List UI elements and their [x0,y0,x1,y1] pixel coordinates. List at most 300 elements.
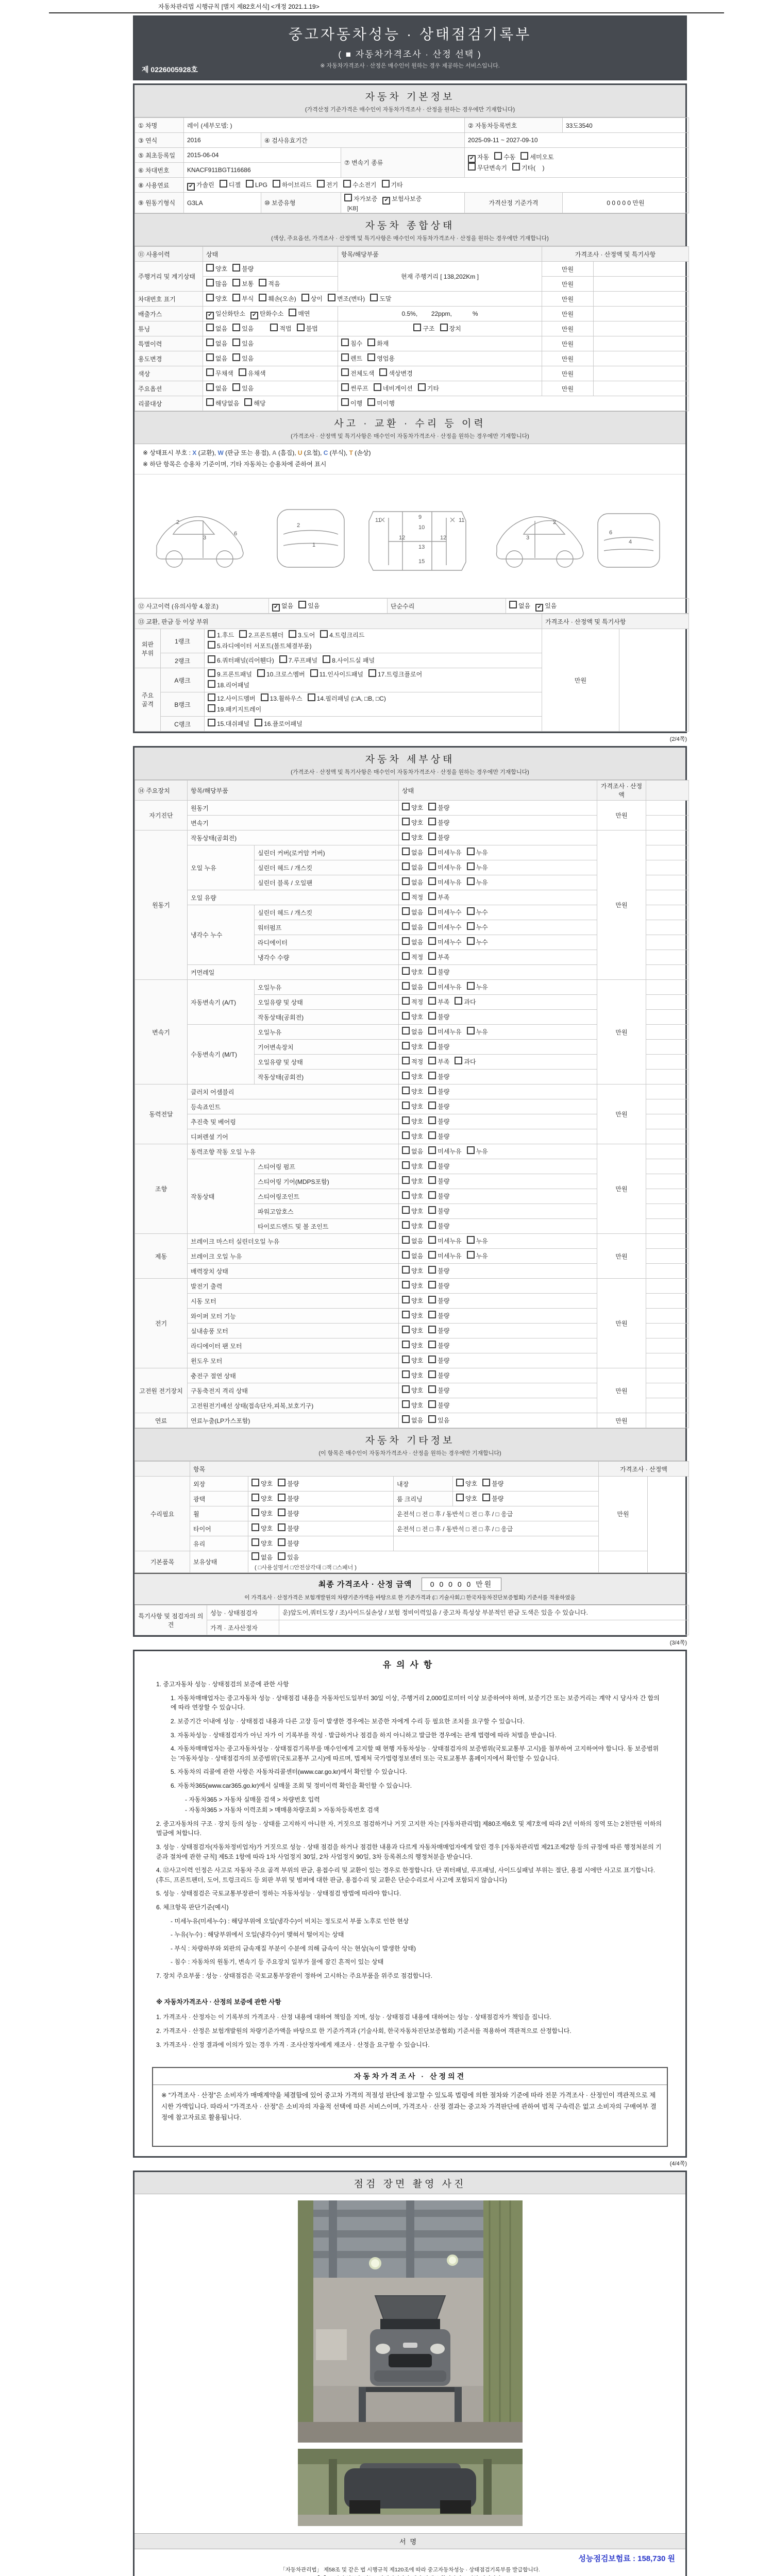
checkbox[interactable] [402,1311,410,1318]
checkbox[interactable] [428,1400,436,1408]
option-label: 6.쿼터패널(리어휀다) [217,656,274,664]
checkbox[interactable] [289,630,296,638]
option-label: 적정 [411,953,424,961]
checkbox[interactable] [402,1146,410,1154]
checkbox[interactable] [278,1509,285,1516]
field-label: 리콜대상 [135,396,203,411]
field-label: 차대번호 표기 [135,292,203,307]
checkbox[interactable] [402,1116,410,1124]
checkbox[interactable] [402,1027,410,1035]
checkbox[interactable] [402,922,410,930]
checkbox-checked[interactable]: ✔ [250,312,258,319]
option-cell [399,831,597,845]
checkbox[interactable] [467,877,475,885]
option [341,383,368,394]
checkbox[interactable] [482,1494,490,1501]
checkbox[interactable] [428,848,436,855]
section-detail-state [133,746,687,1637]
option-label: 많음 [215,280,228,287]
checkbox[interactable] [232,338,240,346]
checkbox[interactable] [413,324,421,331]
checkbox[interactable] [402,1251,410,1259]
checkbox[interactable] [255,719,262,726]
checkbox[interactable] [341,353,349,361]
checkbox[interactable] [467,1251,475,1259]
checkbox[interactable] [402,1161,410,1169]
option-label: 불량 [438,1267,450,1275]
option-group [402,1296,594,1307]
price-cell: 만원 [597,1234,646,1279]
checkbox[interactable] [208,641,215,649]
value-cell: 라디에이터 팬 모터 [188,1338,399,1353]
price-cell: 만원 [542,277,594,292]
checkbox[interactable] [259,294,266,301]
checkbox[interactable] [232,353,240,361]
checkbox[interactable] [402,1415,410,1423]
checkbox[interactable] [344,194,352,201]
field-label: 원동기 [135,831,188,980]
option [273,180,312,191]
checkbox[interactable] [428,862,436,870]
option-label: 없음 [411,1237,424,1245]
checkbox[interactable] [278,1479,285,1486]
checkbox[interactable] [402,1341,410,1348]
checkbox[interactable] [220,180,227,188]
checkbox[interactable] [402,1385,410,1393]
option [428,1072,449,1082]
checkbox[interactable] [251,1494,259,1501]
checkbox[interactable] [402,1072,410,1079]
option-group [206,353,334,364]
checkbox[interactable] [402,1326,410,1333]
checkbox[interactable] [279,655,287,663]
checkbox[interactable] [206,383,214,391]
checkbox[interactable] [402,1296,410,1303]
checkbox[interactable] [206,338,214,346]
checkbox[interactable] [379,368,387,376]
legend-part: (교환), [196,449,218,457]
option-group [208,669,539,680]
checkbox[interactable] [428,1385,436,1393]
option [239,630,283,641]
checkbox[interactable] [467,862,475,870]
checkbox[interactable] [402,1057,410,1064]
checkbox[interactable] [428,1311,436,1318]
checkbox[interactable] [418,383,426,391]
checkbox[interactable] [467,937,475,945]
option-label: 불량 [438,1192,450,1200]
checkbox[interactable] [402,833,410,840]
checkbox[interactable] [428,1027,436,1035]
checkbox-checked[interactable]: ✔ [535,604,543,612]
checkbox[interactable] [261,693,268,701]
checkbox[interactable] [402,1355,410,1363]
checkbox[interactable] [239,368,246,376]
detail-state-heading [135,748,685,780]
checkbox-checked[interactable]: ✔ [272,604,280,612]
checkbox[interactable] [428,1236,436,1244]
checkbox[interactable] [428,1221,436,1229]
option-label: 적정 [411,998,424,1006]
option-label: 불량 [438,1357,450,1364]
value-cell: 배력장치 상태 [188,1264,399,1279]
checkbox[interactable] [317,180,325,188]
checkbox[interactable] [208,704,215,712]
option-group [344,194,461,205]
checkbox[interactable] [402,1012,410,1020]
checkbox[interactable] [428,1057,436,1064]
option-label: 미세누유 [438,1237,462,1245]
checkbox[interactable] [428,877,436,885]
option [467,848,488,858]
checkbox[interactable] [482,1479,490,1486]
checkbox[interactable] [402,1206,410,1214]
checkbox[interactable] [206,353,214,361]
option-label: 미세누유 [438,983,462,991]
checkbox[interactable] [428,1161,436,1169]
checkbox[interactable] [428,892,436,900]
checkbox[interactable] [402,1191,410,1199]
option [467,1236,488,1247]
option [428,982,461,993]
checkbox[interactable] [208,719,215,726]
checkbox[interactable] [428,982,436,990]
checkbox[interactable] [455,1057,462,1064]
checkbox[interactable] [341,338,349,346]
document-title: 중고자동차성능 · 상태점검기록부 [288,26,532,42]
option-group [402,1027,594,1038]
checkbox[interactable] [270,324,278,331]
checkbox[interactable] [341,383,349,391]
checkbox[interactable] [251,1552,259,1560]
checkbox[interactable] [428,1281,436,1289]
checkbox[interactable] [402,1101,410,1109]
checkbox[interactable] [301,294,309,301]
option-label: 세미오토 [530,153,554,161]
checkbox[interactable] [402,848,410,855]
checkbox[interactable] [428,818,436,825]
value-cell [594,321,689,336]
option [289,309,310,319]
checkbox[interactable] [208,693,215,701]
checkbox[interactable] [402,1087,410,1094]
checkbox[interactable] [467,1027,475,1035]
price-opinion-title: 자동차가격조사 · 산정의견 [153,2068,667,2085]
checkbox[interactable] [402,1400,410,1408]
checkbox[interactable] [402,862,410,870]
checkbox-checked[interactable]: ✔ [206,312,214,319]
checkbox[interactable] [428,907,436,915]
checkbox[interactable] [402,877,410,885]
checkbox[interactable] [402,803,410,810]
checkbox[interactable] [232,294,240,301]
legend-part: ※ 상태표시 부호 : [143,449,193,457]
checkbox[interactable] [402,1266,410,1274]
option-label: 양호 [215,295,228,302]
checkbox[interactable] [370,294,378,301]
checkbox[interactable] [428,1326,436,1333]
checkbox[interactable] [402,1236,410,1244]
option-label: 누유 [476,1237,488,1245]
checkbox[interactable] [206,294,214,301]
checkbox[interactable] [402,967,410,975]
option-label: 가솔린 [196,181,214,189]
checkbox[interactable] [402,1370,410,1378]
checkbox[interactable] [239,630,247,638]
checkbox[interactable] [402,1281,410,1289]
checkbox[interactable] [428,1296,436,1303]
checkbox[interactable] [320,630,328,638]
checkbox[interactable] [206,264,214,272]
field-label: ② 자동차등록번호 [465,118,563,133]
checkbox[interactable] [246,180,254,188]
accident-history-heading [135,411,685,444]
checkbox[interactable] [512,163,520,171]
checkbox[interactable] [428,1251,436,1259]
checkbox[interactable] [251,1509,259,1516]
value-cell [646,1189,689,1204]
checkbox[interactable] [456,1479,464,1486]
option-group [402,818,594,828]
checkbox[interactable] [428,1206,436,1214]
checkbox[interactable] [428,997,436,1005]
checkbox[interactable] [455,997,462,1005]
option [270,324,291,334]
checkbox[interactable] [341,398,349,406]
option [428,1042,449,1053]
price-cell: 만원 [542,321,594,336]
footer-line-1: 「자동차관리법」 제58조 및 같은 법 시행규칙 제120조에 따라 중고자동차성능 · 상태점검기록부를 발급합니다. [280,2567,540,2573]
value-cell [646,1294,689,1309]
checkbox[interactable] [367,338,375,346]
checkbox[interactable] [368,669,376,677]
checkbox[interactable] [467,907,475,915]
value-cell: 운전석 □ 전 □ 후 / 동반석 □ 전 □ 후 / □ 응급 [394,1506,599,1521]
checkbox[interactable] [232,324,240,331]
checkbox[interactable] [232,264,240,272]
notice-item: - 누유(누수) : 해당부위에서 오일(냉각수)이 맺혀서 떨어지는 상태 [171,1931,344,1939]
option-group [402,1042,594,1053]
checkbox[interactable] [402,997,410,1005]
checkbox[interactable] [428,1370,436,1378]
checkbox[interactable] [428,1101,436,1109]
checkbox[interactable] [297,324,305,331]
option [251,1523,273,1534]
checkbox[interactable] [428,1355,436,1363]
checkbox[interactable] [520,152,528,160]
option-group [251,1552,595,1563]
checkbox[interactable] [428,1116,436,1124]
checkbox[interactable] [467,848,475,855]
checkbox[interactable] [310,669,318,677]
option [428,1355,449,1366]
checkbox-checked[interactable]: ✔ [187,183,195,191]
checkbox[interactable] [428,1176,436,1184]
option-label: 수소전기 [352,181,377,189]
checkbox[interactable] [278,1538,285,1546]
option [413,324,434,334]
checkbox[interactable] [343,180,351,188]
checkbox-checked[interactable]: ✔ [468,155,476,163]
checkbox-checked[interactable]: ✔ [382,197,390,205]
checkbox[interactable] [402,818,410,825]
checkbox[interactable] [289,309,296,316]
premium-label: 성능점검보험료 : [578,2554,635,2564]
checkbox[interactable] [456,1494,464,1501]
checkbox[interactable] [468,163,476,171]
checkbox[interactable] [428,1191,436,1199]
checkbox[interactable] [428,1042,436,1049]
checkbox[interactable] [257,669,265,677]
checkbox[interactable] [402,892,410,900]
checkbox[interactable] [367,353,375,361]
checkbox[interactable] [206,398,214,406]
option-label: 렌트 [350,354,363,362]
option-group [402,1415,594,1426]
option-label: 불량 [438,1177,450,1185]
checkbox[interactable] [402,1221,410,1229]
value-cell: 오일누유 [255,1025,399,1040]
checkbox[interactable] [367,398,375,406]
value-cell [646,1309,689,1324]
checkbox[interactable] [251,1523,259,1531]
checkbox[interactable] [509,601,517,608]
checkbox[interactable] [328,294,335,301]
checkbox[interactable] [428,1072,436,1079]
price-cell: 만원 [542,292,594,307]
option [232,338,254,349]
checkbox[interactable] [341,368,349,376]
checkbox[interactable] [244,398,252,406]
checkbox[interactable] [428,967,436,975]
checkbox[interactable] [428,1415,436,1423]
value-cell [594,336,689,351]
option-label: 기타 [427,384,439,392]
checkbox[interactable] [428,937,436,945]
checkbox[interactable] [428,1146,436,1154]
option-label: 4.트렁크리드 [329,632,365,639]
checkbox[interactable] [278,1523,285,1531]
checkbox[interactable] [402,1042,410,1049]
checkbox[interactable] [208,630,215,638]
option [455,1057,476,1067]
checkbox[interactable] [208,655,215,663]
checkbox[interactable] [428,1266,436,1274]
checkbox[interactable] [208,680,215,688]
checkbox[interactable] [402,1176,410,1184]
option-label: 도말 [379,295,392,302]
option-label: 13.휠하우스 [270,695,303,703]
option-cell [184,178,689,193]
field-label: ④ 검사유효기간 [261,133,465,148]
option-label: 12.사이드멤버 [217,695,256,703]
checkbox[interactable] [402,907,410,915]
checkbox[interactable] [428,833,436,840]
option [428,1161,449,1172]
notice-item: 2. 중고자동차의 구조 · 장치 등의 성능 · 상태를 고지하지 아니한 자, 거짓으로 점검하거나 거짓 고지한 자는 [자동차관리법] 제80조제6호 및 제7호에 따라 2년 이하의 징역 또는 2천만원 이하의 벌금에 처합니다. [156,1820,662,1837]
checkbox[interactable] [467,1146,475,1154]
option-cell [399,1174,597,1189]
checkbox[interactable] [278,1552,285,1560]
checkbox[interactable] [251,1479,259,1486]
checkbox[interactable] [402,982,410,990]
option-cell [399,1204,597,1219]
overall-state-subtitle: (색상, 주요옵션, 가격조사 · 산정액 및 특기사항은 매수인이 자동차가격조사 · 산정을 원하는 경우에만 기재합니다) [271,235,549,242]
checkbox[interactable] [402,952,410,960]
value-cell: 구동축전지 격리 상태 [188,1383,399,1398]
checkbox[interactable] [494,152,502,160]
checkbox[interactable] [382,180,390,188]
checkbox[interactable] [208,669,215,677]
checkbox[interactable] [206,324,214,331]
checkbox[interactable] [402,1131,410,1139]
checkbox[interactable] [323,655,330,663]
option [379,368,412,379]
option [402,1042,423,1053]
checkbox[interactable] [428,1341,436,1348]
option-label: 불량 [438,1386,450,1394]
option [320,630,364,641]
diagram-part-number: 2 [296,522,300,529]
checkbox[interactable] [428,803,436,810]
diagram-part-number: 11 [375,517,381,524]
value-cell: 수동변속기 (M/T) [188,1025,255,1084]
legend-part: U [297,449,303,457]
checkbox[interactable] [467,1236,475,1244]
value-cell [646,1025,689,1040]
checkbox[interactable] [467,922,475,930]
checkbox[interactable] [273,180,280,188]
checkbox[interactable] [251,1538,259,1546]
option [251,1538,273,1549]
checkbox[interactable] [308,693,315,701]
option [206,398,239,409]
checkbox[interactable] [428,1012,436,1020]
checkbox[interactable] [232,279,240,286]
checkbox[interactable] [206,279,214,286]
value-cell: 타이로드엔드 및 볼 조인트 [255,1219,399,1234]
option-cell [338,321,542,336]
checkbox[interactable] [278,1494,285,1501]
checkbox[interactable] [428,1131,436,1139]
option-cell [248,1492,394,1506]
checkbox[interactable] [374,383,381,391]
option [428,1131,449,1142]
etc-info-subtitle: (이 항목은 매수인이 자동차가격조사 · 산정을 원하는 경우에만 기재합니다) [318,1450,501,1457]
checkbox[interactable] [298,601,306,608]
option-label: 양호 [411,1357,424,1364]
checkbox[interactable] [259,279,266,286]
option-label: 양호 [411,1207,424,1215]
checkbox[interactable] [440,324,448,331]
checkbox[interactable] [428,952,436,960]
option [428,967,449,978]
checkbox[interactable] [428,1087,436,1094]
checkbox[interactable] [232,383,240,391]
checkbox[interactable] [467,982,475,990]
price-cell: 만원 [542,336,594,351]
section-basic-and-overall [133,83,687,733]
option [255,719,303,730]
option [428,1221,449,1232]
option [520,152,553,163]
option [257,669,305,680]
value-cell [594,351,689,366]
checkbox[interactable] [402,937,410,945]
checkbox[interactable] [428,922,436,930]
field-label: C랭크 [161,717,205,732]
checkbox[interactable] [206,368,214,376]
